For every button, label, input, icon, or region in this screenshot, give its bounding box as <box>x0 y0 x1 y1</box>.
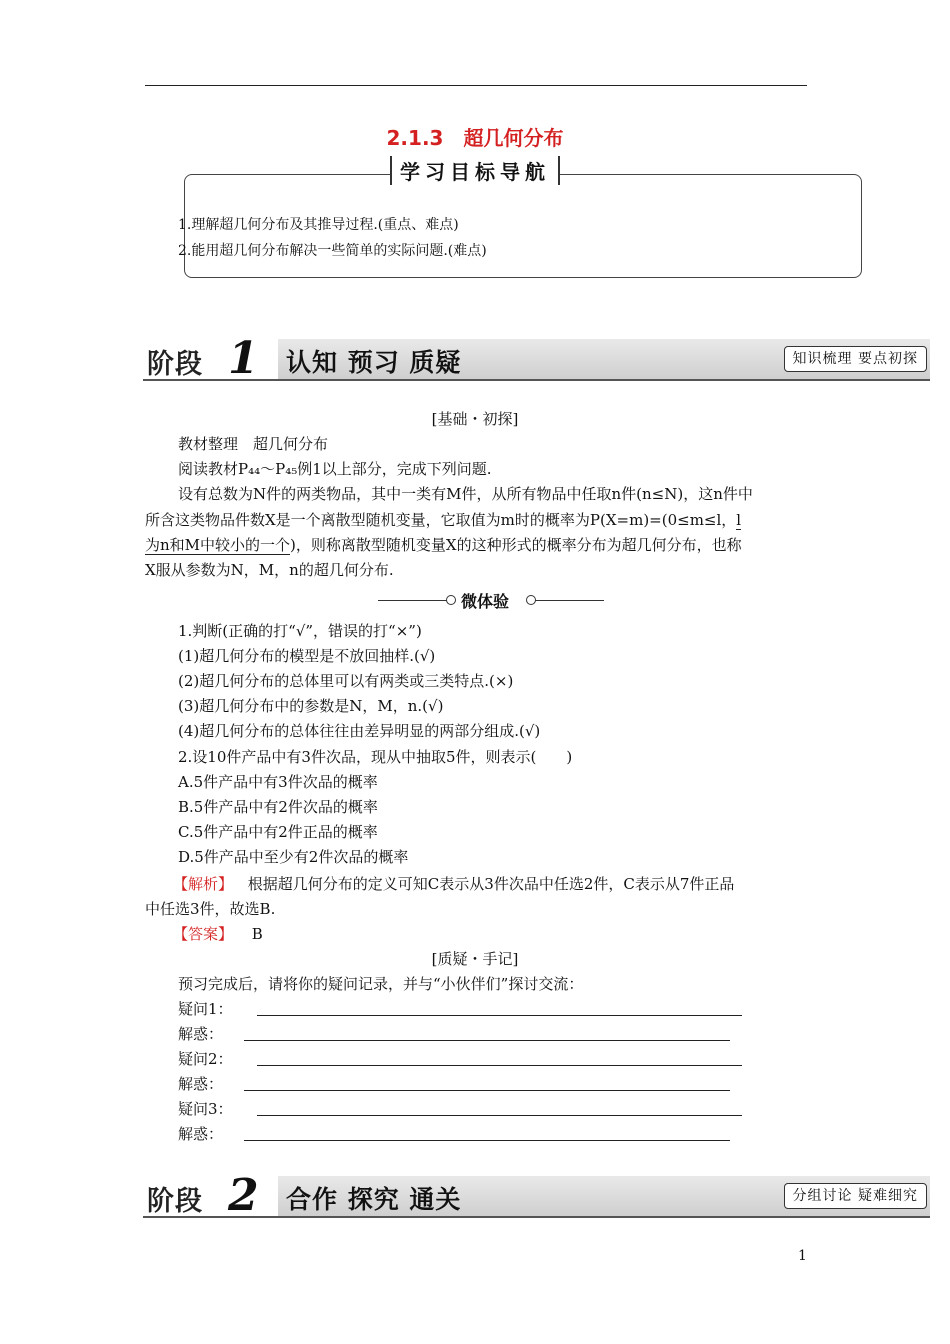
material-p2: 所含这类物品件数X是一个离散型随机变量，它取值为m时的概率为P(X=m)=(0≤m≤l， <box>145 511 737 529</box>
notes-intro: 预习完成后，请将你的疑问记录，并与“小伙伴们”探讨交流： <box>178 975 584 993</box>
notes-row-label: 解惑： <box>178 1025 224 1043</box>
material-p3-underlined: 为n和M中较小的一个 <box>145 536 291 554</box>
material-p3: )，则称离散型随机变量X的这种形式的概率分布为超几何分布，也称 <box>290 536 742 554</box>
goal-item-2: 2.能用超几何分布解决一些简单的实际问题.(难点) <box>178 243 487 259</box>
material-p2-tail: l <box>736 511 742 529</box>
q2-option: A.5件产品中有3件次品的概率 <box>178 773 378 791</box>
goals-header-text: 学习目标导航 <box>390 156 560 185</box>
sep-line-left <box>378 600 448 601</box>
q2-option: C.5件产品中有2件正品的概率 <box>178 823 378 841</box>
stage2-left <box>143 1170 278 1221</box>
q1-stem: 1.判断(正确的打“√”，错误的打“×”) <box>178 622 422 640</box>
answer-line <box>145 922 807 947</box>
analysis-label: 【解析】 <box>173 875 234 893</box>
stage2-title: 合作 探究 通关 <box>286 1185 462 1214</box>
material-p3-line <box>145 533 807 558</box>
notes-blank-line[interactable] <box>257 1115 742 1116</box>
notes-blank-line[interactable] <box>244 1040 730 1041</box>
stage1-label: 阶段 <box>147 349 203 380</box>
q1-item: (2)超几何分布的总体里可以有两类或三类特点.(×) <box>178 672 514 690</box>
notes-blank-line[interactable] <box>257 1015 742 1016</box>
notes-row-label: 解惑： <box>178 1125 224 1143</box>
notes-row-label: 解惑： <box>178 1075 224 1093</box>
q1-item: (3)超几何分布中的参数是N，M，n.(√) <box>178 697 444 715</box>
page-title: 2.1.3 超几何分布 <box>386 126 564 150</box>
notes-blank-line[interactable] <box>244 1090 730 1091</box>
sep-line-right <box>535 600 604 601</box>
stage2-tag: 分组讨论 疑难细究 <box>784 1183 927 1209</box>
analysis-text-2: 中任选3件，故选B. <box>145 900 276 918</box>
stage1-left <box>143 333 278 384</box>
analysis-line-1 <box>145 872 807 897</box>
micro-separator <box>378 591 604 611</box>
q2-option: B.5件产品中有2件次品的概率 <box>178 798 378 816</box>
notes-row-label: 疑问3： <box>178 1100 233 1118</box>
answer-label: 【答案】 <box>173 925 234 943</box>
q2-option: D.5件产品中至少有2件次品的概率 <box>178 848 409 866</box>
stage2-number: 2 <box>228 1170 259 1221</box>
micro-title: 微体验 <box>461 592 510 611</box>
q2-stem: 2.设10件产品中有3件次品，现从中抽取5件，则表示( ) <box>178 748 573 766</box>
notes-row-label: 疑问2： <box>178 1050 233 1068</box>
material-p2-line <box>145 508 807 533</box>
answer-value: B <box>251 925 263 943</box>
stage2-label: 阶段 <box>147 1186 203 1217</box>
notes-row-label: 疑问1： <box>178 1000 233 1018</box>
page-number: 1 <box>798 1248 807 1264</box>
stage1-banner <box>143 333 930 384</box>
material-p1: 设有总数为N件的两类物品，其中一类有M件，从所有物品中任取n件(n≤N)，这n件中 <box>178 485 753 503</box>
top-rule <box>145 85 807 86</box>
section-basic: [基础・初探] <box>431 410 519 428</box>
q1-item: (1)超几何分布的模型是不放回抽样.(√) <box>178 647 436 665</box>
notes-blank-line[interactable] <box>244 1140 730 1141</box>
goals-header <box>0 156 950 185</box>
notes-blank-line[interactable] <box>257 1065 742 1066</box>
q1-item: (4)超几何分布的总体往往由差异明显的两部分组成.(√) <box>178 722 541 740</box>
material-heading: 教材整理 超几何分布 <box>178 435 329 453</box>
notes-header: [质疑・手记] <box>431 950 519 968</box>
stage1-tag: 知识梳理 要点初探 <box>784 346 927 372</box>
goal-item-1: 1.理解超几何分布及其推导过程.(重点、难点) <box>178 217 459 233</box>
analysis-text-1: 根据超几何分布的定义可知C表示从3件次品中任选2件，C表示从7件正品 <box>247 875 735 893</box>
material-p4: X服从参数为N，M，n的超几何分布. <box>145 561 394 579</box>
stage2-banner <box>143 1170 930 1221</box>
sep-dot-left <box>446 595 456 605</box>
stage1-title: 认知 预习 质疑 <box>286 348 462 377</box>
stage1-number: 1 <box>228 333 259 384</box>
material-read: 阅读教材P₄₄～P₄₅例1以上部分，完成下列问题. <box>178 460 492 478</box>
